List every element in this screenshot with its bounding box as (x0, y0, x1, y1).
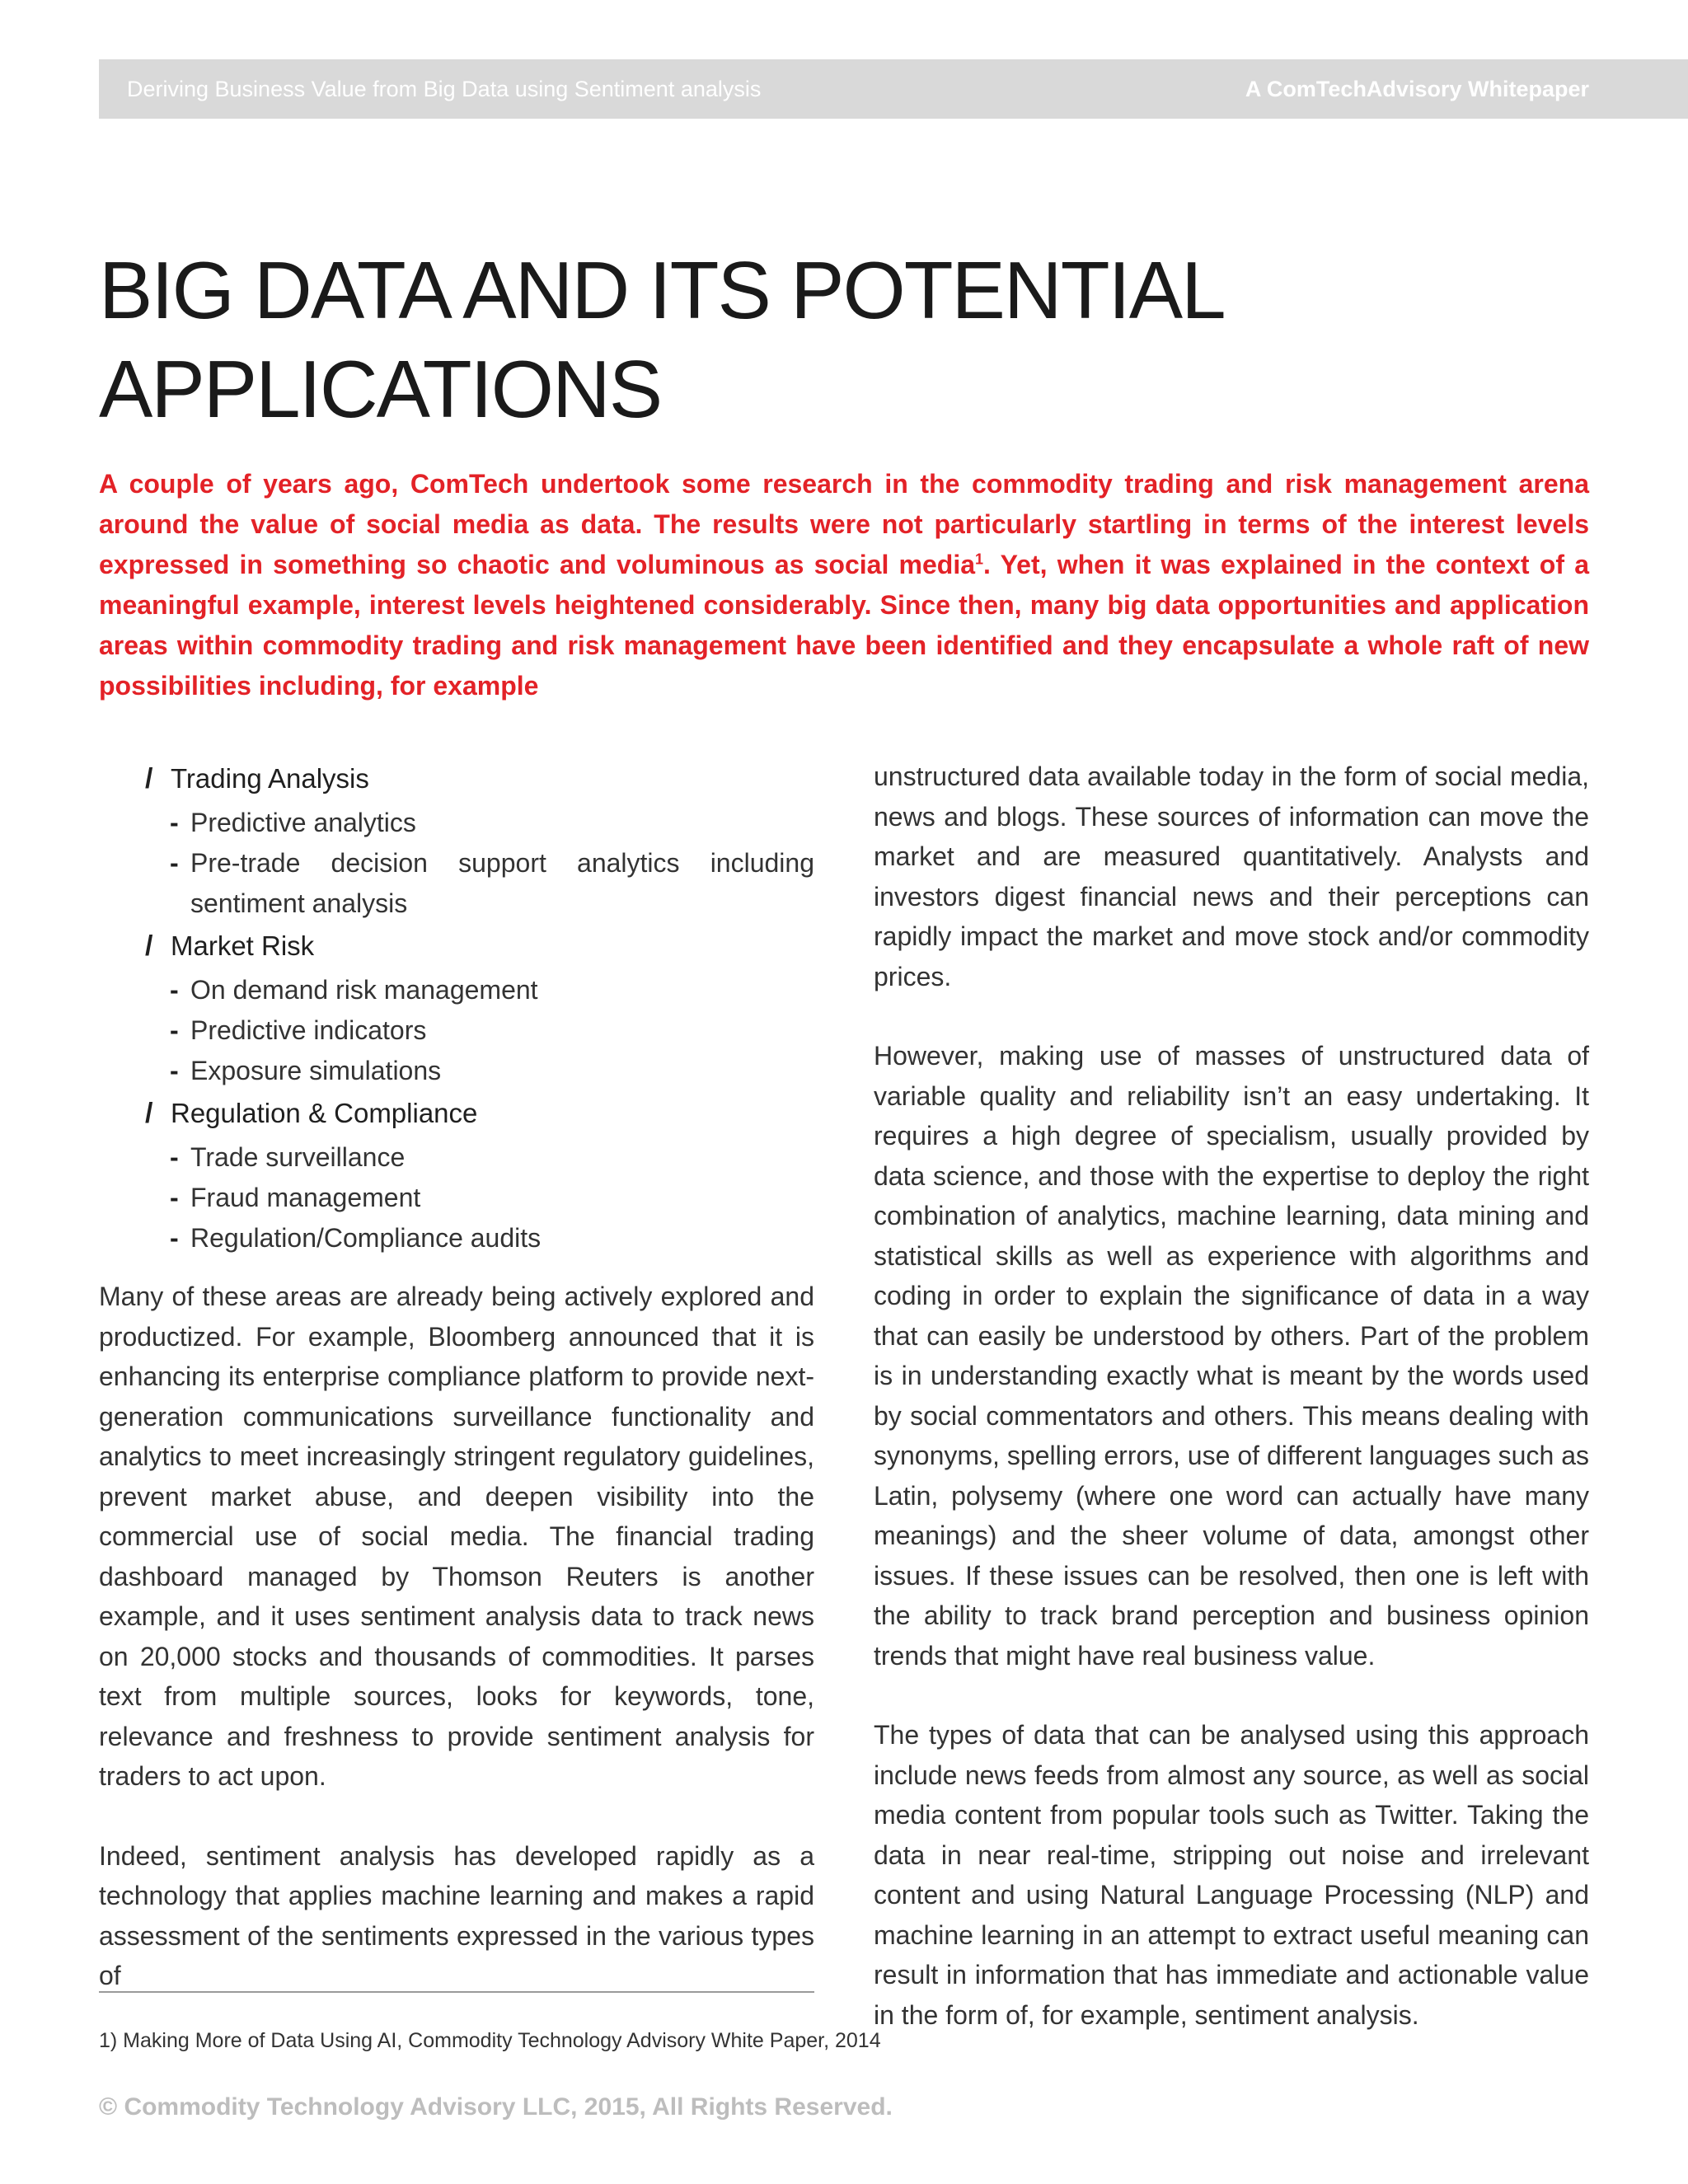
intro-text-part-1: A couple of years ago, ComTech undertook some research in the commodity trading and risk management arena around the value of social media as data. The results were not particularly startling in terms of the interest levels expressed in something so chaotic and voluminous as social media (99, 469, 1589, 579)
dash-bullet-icon: - (170, 808, 179, 837)
list-item (99, 1178, 814, 1218)
list-item (99, 970, 814, 1010)
dash-bullet-icon: - (170, 1183, 179, 1212)
right-column (874, 757, 1589, 2035)
intro-text-part-2: . Yet, when it was explained in the context of a meaningful example, interest levels heightened considerably. Since then, many big data opportunities and application areas within commodity trading and risk management have been identified and they encapsulate a whole raft of new possibilities including, for example (99, 550, 1590, 701)
category-regulation-compliance (99, 1091, 814, 1258)
list-item (99, 1010, 814, 1051)
body-paragraph: Many of these areas are already being actively explored and productized. For example, Bloomberg announced that it is enhancing its enterprise compliance platform to provide next-generation communications surveillance functionality and analytics to meet increasingly stringent regulatory guidelines, prevent market abuse, and deepen visibility into the commercial use of social media. The financial trading dashboard managed by Thomson Reuters is another example, and it uses sentiment analysis data to track news on 20,000 stocks and thousands of commodities. It parses text from multiple sources, looks for keywords, tone, relevance and freshness to provide sentiment analysis for traders to act upon. (99, 1282, 814, 1791)
page-title-line-1: BIG DATA AND ITS POTENTIAL (99, 245, 1225, 335)
category-heading (99, 924, 814, 968)
intro-paragraph (99, 464, 1589, 706)
copyright-notice: © Commodity Technology Advisory LLC, 2015, All Rights Reserved. (99, 2093, 893, 2121)
category-trading-analysis (99, 757, 814, 924)
list-item-label: Regulation/Compliance audits (190, 1223, 542, 1253)
body-paragraph: unstructured data available today in the form of social media, news and blogs. These sources of information can move the market and are measured quantitatively. Analysts and investors digest financial news and their perceptions can rapidly impact the market and move stock and/or commodity prices. (874, 762, 1589, 991)
dash-bullet-icon: - (170, 1142, 179, 1172)
list-item-label: Predictive analytics (190, 808, 416, 837)
category-market-risk (99, 924, 814, 1091)
body-paragraph: However, making use of masses of unstructured data of variable quality and reliability isn’t an easy undertaking. It requires a high degree of specialism, usually provided by data science, and those with the expertise to deploy the right combination of analytics, machine learning, data mining and statistical skills as well as experience with algorithms and coding in order to explain the significance of data in a way that can easily be understood by others. Part of the problem is in understanding exactly what is meant by the words used by social commentators and others. This means dealing with synonyms, spelling errors, use of different languages such as Latin, polysemy (where one word can actually have many meanings) and the sheer volume of data, amongst other issues. If these issues can be resolved, then one is left with the ability to track brand perception and business opinion trends that might have real business value. (874, 1041, 1589, 1671)
list-item (99, 803, 814, 843)
page-title (99, 241, 1582, 438)
dash-bullet-icon: - (170, 1056, 179, 1085)
header-document-title: Deriving Business Value from Big Data using Sentiment analysis (127, 76, 762, 101)
slash-bullet-icon: / (145, 1098, 153, 1129)
category-label: Trading Analysis (171, 763, 369, 794)
slash-bullet-icon: / (145, 763, 153, 794)
category-heading (99, 757, 814, 801)
slash-bullet-icon: / (145, 930, 153, 962)
footnote: 1) Making More of Data Using AI, Commodity Technology Advisory White Paper, 2014 (99, 2029, 881, 2052)
dash-bullet-icon: - (170, 1223, 179, 1253)
list-item-label: Predictive indicators (190, 1015, 427, 1045)
left-column (99, 757, 814, 1996)
list-item-label: Exposure simulations (190, 1056, 442, 1085)
list-item (99, 1218, 814, 1258)
category-label: Regulation & Compliance (171, 1098, 478, 1128)
body-paragraph: Indeed, sentiment analysis has developed rapidly as a technology that applies machine learning and makes a rapid assessment of the sentiments expressed in the various types of (99, 1840, 814, 1990)
category-heading (99, 1091, 814, 1136)
dash-bullet-icon: - (170, 1015, 179, 1045)
list-item (99, 843, 814, 924)
footnote-divider (99, 1991, 814, 1993)
list-item-label: Pre-trade decision support analytics including sentiment analysis (190, 848, 814, 918)
footnote-reference: 1 (975, 551, 984, 568)
page-title-line-2: APPLICATIONS (99, 344, 662, 434)
dash-bullet-icon: - (170, 848, 179, 878)
category-label: Market Risk (171, 930, 315, 961)
running-header (99, 59, 1688, 119)
list-item (99, 1137, 814, 1178)
list-item (99, 1051, 814, 1091)
list-item-label: Fraud management (190, 1183, 421, 1212)
dash-bullet-icon: - (170, 975, 179, 1005)
list-item-label: On demand risk management (190, 975, 538, 1005)
body-paragraph: The types of data that can be analysed using this approach include news feeds from almost any source, as well as social media content from popular tools such as Twitter. Taking the data in near real-time, stripping out noise and irrelevant content and using Natural Language Processing (NLP) and machine learning in an attempt to extract useful meaning can result in information that has immediate and actionable value in the form of, for example, sentiment analysis. (874, 1720, 1589, 2030)
header-publication-label: A ComTechAdvisory Whitepaper (1245, 76, 1589, 101)
list-item-label: Trade surveillance (190, 1142, 406, 1172)
